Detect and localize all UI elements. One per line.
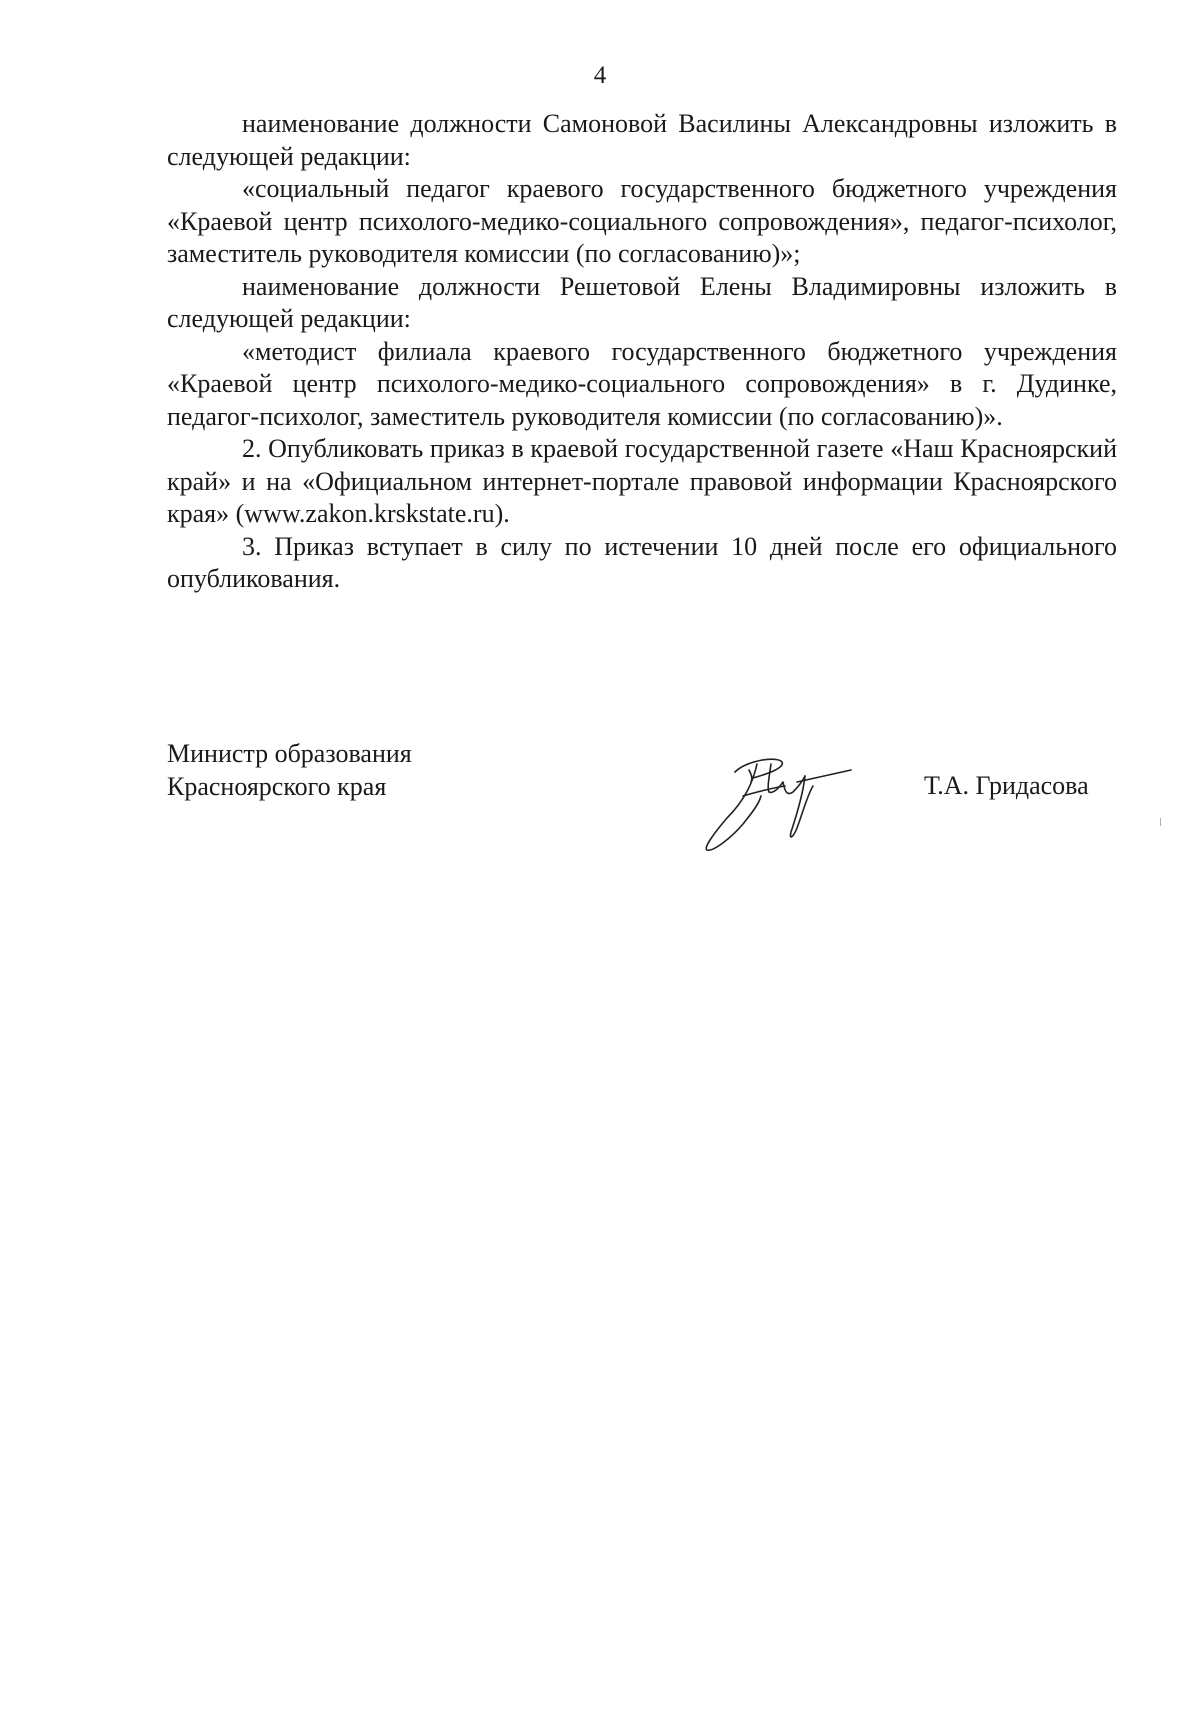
handwritten-signature-icon (687, 752, 857, 852)
paragraph-position-name-samonova: наименование должности Самоновой Василины Александровны изложить в следующей редакции: (167, 109, 1117, 171)
signer-title (167, 738, 567, 803)
paragraph-item-2-publish: 2. Опубликовать приказ в краевой государственной газете «Наш Красноярский край» и на «Официальном интернет-портале правовой информации Красноярского края» (www.zakon.krskstate.ru). (167, 434, 1117, 528)
signer-title-line-1: Министр образования (167, 739, 412, 768)
paragraph-reshetova-new-title: «методист филиала краевого государственного бюджетного учреждения «Краевой центр психолого-медико-социального сопровождения» в г. Дудинке, педагог-психолог, заместитель руководителя комиссии (по согласованию)». (167, 336, 1117, 431)
signer-title-line-2: Красноярского края (167, 771, 387, 801)
paragraph-position-name-reshetova: наименование должности Решетовой Елены Владимировны изложить в следующей редакции: (167, 271, 1117, 333)
signature-block (167, 738, 1117, 858)
document-body (167, 108, 1117, 596)
signer-name: Т.А. Гридасова (924, 771, 1089, 800)
page-number: 4 (593, 62, 607, 89)
paragraph-samonova-new-title: «социальный педагог краевого государственного бюджетного учреждения «Краевой центр психолого-медико-социального сопровождения», педагог-психолог, заместитель руководителя комиссии (по согласованию)»; (167, 174, 1117, 268)
paragraph-item-3-effective: 3. Приказ вступает в силу по истечении 10 дней после его официального опубликования. (167, 531, 1117, 593)
scan-margin-mark (1160, 818, 1161, 826)
